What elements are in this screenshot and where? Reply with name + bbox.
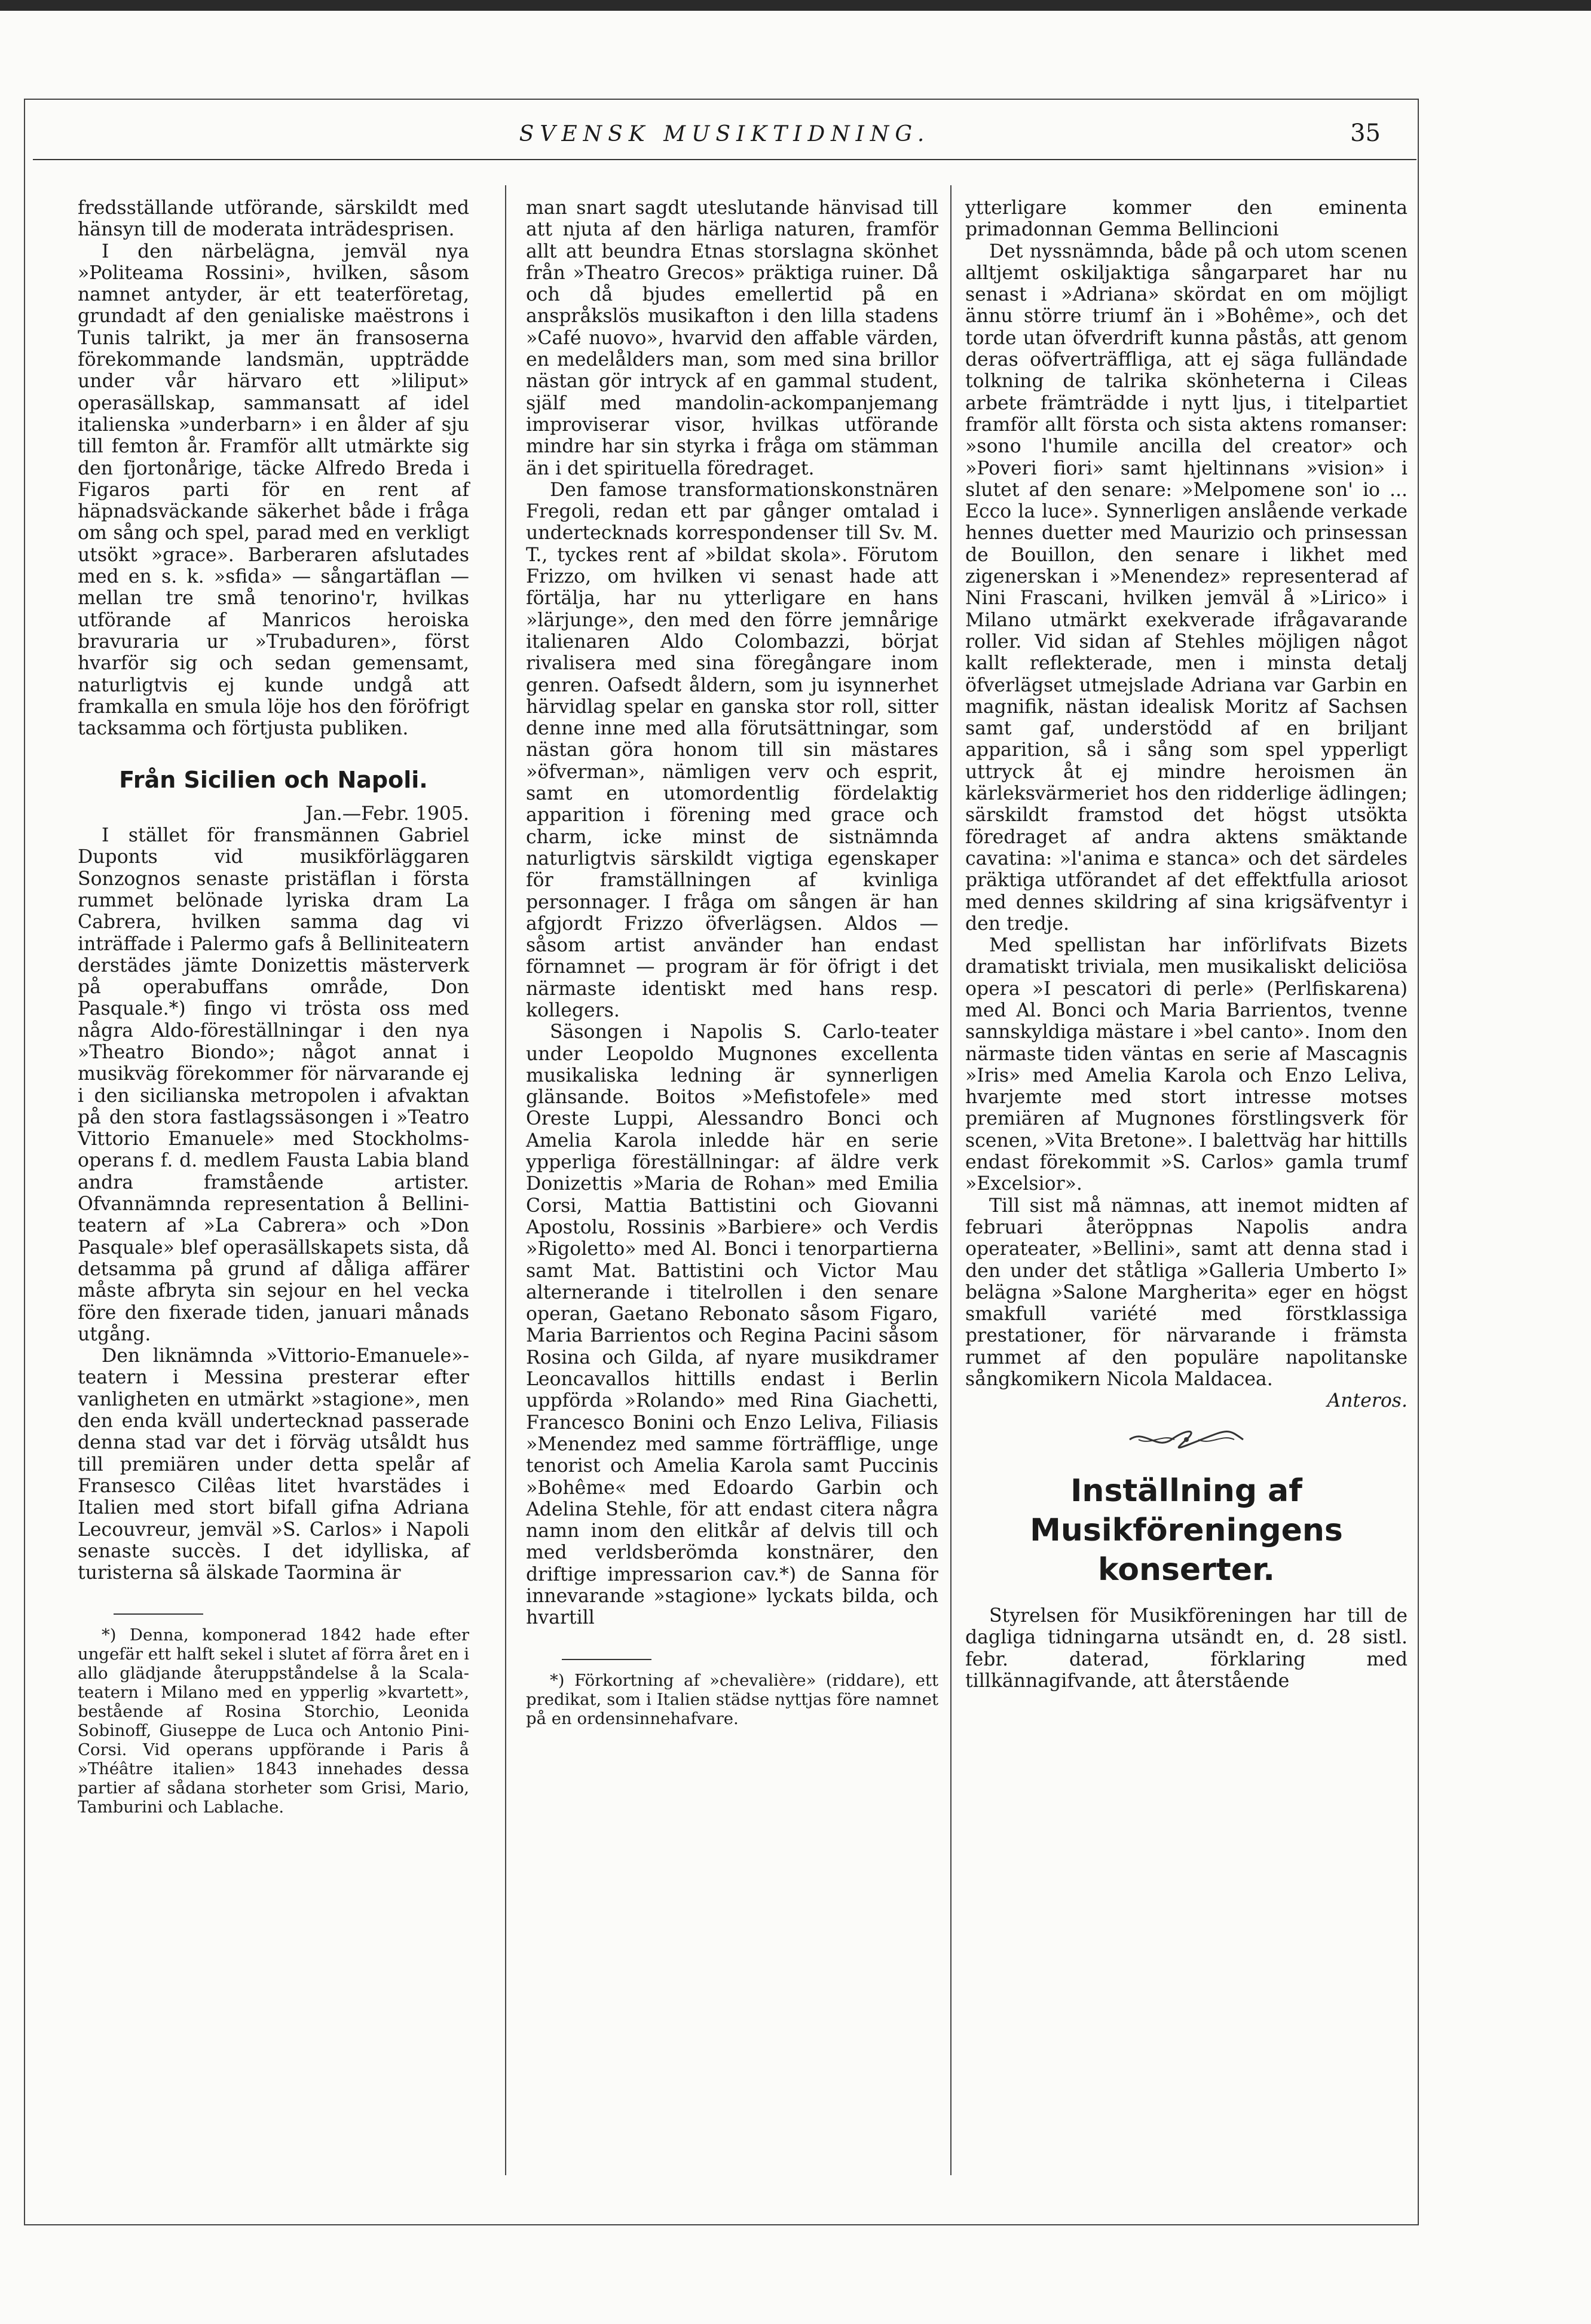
col3-paragraph-2: Det nyssnämnda, både på och utom scenen alltjemt oskiljaktiga sångarparet har nu senast i »Adriana» skördat en om möjligt ännu större triumf än i »Bohême», och det torde utan öfverdrift kunna påstås, att genom deras oöfverträffliga, att ej säga fulländade tolkning de talrika skönheterna i Cileas arbete främträdde i nytt ljus, i titelpartiet framför allt första och sista aktens romanser: »sono l'humile ancilla del creator» och »Poveri fiori» samt hjeltinnans »vision» i slutet af den senare: »Melpomene son' io ... Ecco la luce». Synnerligen anslående verkade hennes duetter med Maurizio och prinsessan de Bouillon, den senare i likhet med zigenerskan i »Menendez» representerad af Nini Frascani, hvilken jemväl å »Lirico» i Milano utmärkt exekverade ifrågavarande roller. Vid sidan af Stehles möjligen något kallt reflekterade, men i minsta detalj öfverlägset utmejslade Adriana var Garbin en magnifik, nästan idealisk Moritz af Sachsen samt gaf, understödd af en briljant apparition, så i sång som spel ypperligt uttryck åt ej mindre heroismen än kärleksvärmeriet hos den ridderlige ädlingen; särskildt framstod det högst utsökta föredraget af andra aktens smäktande cavatina: »l'anima e stanca» och det särdeles präktiga utförandet af det effektfulla ariosot med dennes skildring af sina krigsäfventyr i den tredje. [965,240,1408,935]
running-header [33,114,1416,160]
col1-paragraph-3: I stället för fransmännen Gabriel Duponts vid musikförläggaren Sonzognos senaste pristäflan i första rummet belönade lyriska dram La Cabrera, hvilken samma dag vi inträffade i Palermo gafs å Belliniteatern derstädes jämte Donizettis mästerverk på operabuffans område, Don Pasquale.*) fingo vi trösta oss med några Aldo-föreställningar i den nya »Theatro Biondo»; något annat i musikväg förekommer för närvarande ej i den sicilianska metropolen i afvaktan på den stora fastlagssäsongen i »Teatro Vittorio Emanuele» med Stockholms-operans f. d. medlem Fausta Labia bland andra framstående artister. Ofvannämnda representation å Bellini-teatern af »La Cabrera» och »Don Pasquale» blef operasällskapets sista, då detsamma på grund af dåliga affärer måste afbryta sin sejour en hel vecka före den fixerade tiden, januari månads utgång. [78,825,469,1345]
journal-title: SVENSK MUSIKTIDNING. [519,122,931,146]
col3-paragraph-3: Med spellistan har införlifvats Bizets dramatiskt triviala, men musikaliskt deliciösa opera »I pescatori di perle» (Perlfiskarena) med Al. Bonci och Maria Barrientos, tvenne sannskyldiga mästare i »bel canto». Inom den närmaste tiden väntas en serie af Mascagnis »Iris» med Amelia Karola och Enzo Leliva, hvarjemte med stort intresse motses premiären af Mugnones förstlingsverk för scenen, »Vita Bretone». I balettväg har hittills endast förekommit »S. Carlos» gamla trumf »Excelsior». [965,935,1408,1195]
signature: Anteros. [1327,1390,1408,1412]
column-1 [78,197,469,1817]
column-3 [965,197,1408,1692]
column-rule-1 [505,185,506,2175]
col3-paragraph-4: Till sist må nämnas, att inemot midten af februari återöppnas Napolis andra operateater, »Bellini», samt att denna stad i den under det ståtliga »Galleria Umberto I» belägna »Salone Margherita» eger en högst smakfull variété med förstklassiga prestationer, för närvarande i främsta rummet af den populäre napolitanske sångkomikern Nicola Maldacea. [965,1195,1408,1391]
ornament-divider-icon [965,1428,1408,1456]
col1-paragraph-4: Den liknämnda »Vittorio-Emanuele»-teatern i Messina presterar efter vanligheten en utmärkt »stagione», men den enda kväll undertecknad passerade denna stad var det i förväg utsåldt hus till premiären under detta spelår af Fransesco Cilêas litet hvarstädes i Italien med stort bifall gifna Adriana Lecouvreur, jemväl »S. Carlos» i Napoli senaste succès. I det idylliska, af turisterna så älskade Taormina är [78,1345,469,1584]
footnote-rule [114,1613,203,1615]
page-top-edge [0,0,1591,11]
col2-footnote: *) Förkortning af »chevalière» (riddare), ett predikat, som i Italien städse nyttjas före namnet på en ordensinnehafvare. [526,1670,938,1728]
dateline: Jan.—Febr. 1905. [305,803,469,825]
column-2 [526,197,938,1728]
column-rule-2 [950,185,951,2175]
col3-paragraph-1: ytterligare kommer den eminenta primadonnan Gemma Bellincioni [965,197,1408,241]
col2-paragraph-3: Säsongen i Napolis S. Carlo-teater under Leopoldo Mugnones excellenta musikaliska ledning är synnerligen glänsande. Boitos »Mefistofele» med Oreste Luppi, Alessandro Bonci och Amelia Karola inledde här en serie ypperliga föreställningar: af äldre verk Donizettis »Maria de Rohan» med Emilia Corsi, Mattia Battistini och Giovanni Apostolu, Rossinis »Barbiere» och Verdis »Rigoletto» med Al. Bonci i tenorpartierna samt Mat. Battistini och Victor Mau alternerande i titelrollen i den senare operan, Gaetano Rebonato såsom Figaro, Maria Barrientos och Regina Pacini såsom Rosina och Gilda, af nyare musikdramer Leoncavallos hittills endast i Berlin uppförda »Rolando» med Rina Giachetti, Francesco Bonini och Enzo Leliva, Filiasis »Menendez med samme förträfflige, unge tenorist och Amelia Karola samt Puccinis »Bohême« med Edoardo Garbin och Adelina Stehle, för att endast citera några namn inom den elitkår af delvis till och med verldsberömda konstnärer, den driftige impressarion cav.*) de Sanna för innevarande »stagione» lyckats bilda, och hvartill [526,1021,938,1629]
col2-paragraph-2: Den famose transformationskonstnären Fregoli, redan ett par gånger omtalad i undertecknads korrespondenser till Sv. M. T., tyckes rent af »bildat skola». Förutom Frizzo, om hvilken vi senast hade att förtälja, har nu ytterligare en hans »lärjunge», den med den förre jemnårige italienaren Aldo Colombazzi, börjat rivalisera med sina föregångare inom genren. Oafsedt åldern, som ju isynnerhet härvidlag spelar en ganska stor roll, sitter denne inne med alla förutsättningar, som nästan göra honom till sin mästares »öfverman», nämligen verv och esprit, samt en utomordentlig fördelaktig apparition i förening med grace och charm, icke minst de sistnämnda naturligtvis särskildt vigtiga egenskaper för framställningen af kvinliga personnager. I fråga om sången är han afgjordt Frizzo öfverlägsen. Aldos — såsom artist använder han endast förnamnet — program är för öfrigt i det närmaste identiskt med hans resp. kollegers. [526,479,938,1021]
col1-paragraph-2: I den närbelägna, jemväl nya »Politeama Rossini», hvilken, såsom namnet antyder, är ett teaterföretag, grundadt af den genialiske maëstrons i Tunis talrikt, ja mer än fransoserna förekommande landsmän, uppträdde under vår härvaro ett »liliput» operasällskap, sammansatt af idel italienska »underbarn» i en ålder af sju till femton år. Framför allt utmärkte sig den fjortonårige, täcke Alfredo Breda i Figaros parti för en rent af häpnadsväckande säkerhet både i fråga om sång och spel, parad med en verkligt utsökt »grace». Barberaren afslutades med en s. k. »sfida» — sångartäflan — mellan tre små tenorino'r, hvilkas utförande af Manricos heroiska bravuraria ur »Trubaduren», först hvarför sig och sedan gemensamt, naturligtvis ej kunde undgå att framkalla en smula löje hos den föröfrigt tacksamma och förtjusta publiken. [78,240,469,740]
page-number: 35 [1350,120,1381,147]
footnote-rule [562,1659,651,1660]
col1-paragraph-1: fredsställande utförande, särskildt med hänsyn till de moderata inträdesprisen. [78,197,469,241]
col2-paragraph-1: man snart sagdt uteslutande hänvisad till att njuta af den härliga naturen, framför allt att beundra Etnas storslagna skönhet från »Theatro Grecos» präktiga ruiner. Då och då bjudes emellertid på en anspråkslös musikafton i den lilla stadens »Café nuovo», hvarvid den affable värden, en medelålders man, som med sina brillor nästan gör intryck af en gammal student, själf med mandolin-ackompanjemang improviserar visor, hvilkas utförande mindre har sin styrka i fråga om stämman än i det spirituella föredraget. [526,197,938,479]
notice-heading: Inställning af Musikföreningens konserter. [1030,1472,1343,1588]
section-heading: Från Sicilien och Napoli. [119,767,428,794]
col1-footnote: *) Denna, komponerad 1842 hade efter ungefär ett halft sekel i slutet af förra året en i allo glädjande återuppståndelse å la Scala-teatern i Milano med en ypperlig »kvartett», bestående af Rosina Storchio, Leonida Sobinoff, Giuseppe de Luca och Antonio Pini-Corsi. Vid operans uppförande i Paris å »Théâtre italien» 1843 innehades dessa partier af sådana storheter som Grisi, Mario, Tamburini och Lablache. [78,1625,469,1817]
col3-paragraph-5: Styrelsen för Musikföreningen har till de dagliga tidningarna utsändt en, d. 28 sistl. febr. daterad, förklaring med tillkännagifvande, att återstående [965,1605,1408,1692]
